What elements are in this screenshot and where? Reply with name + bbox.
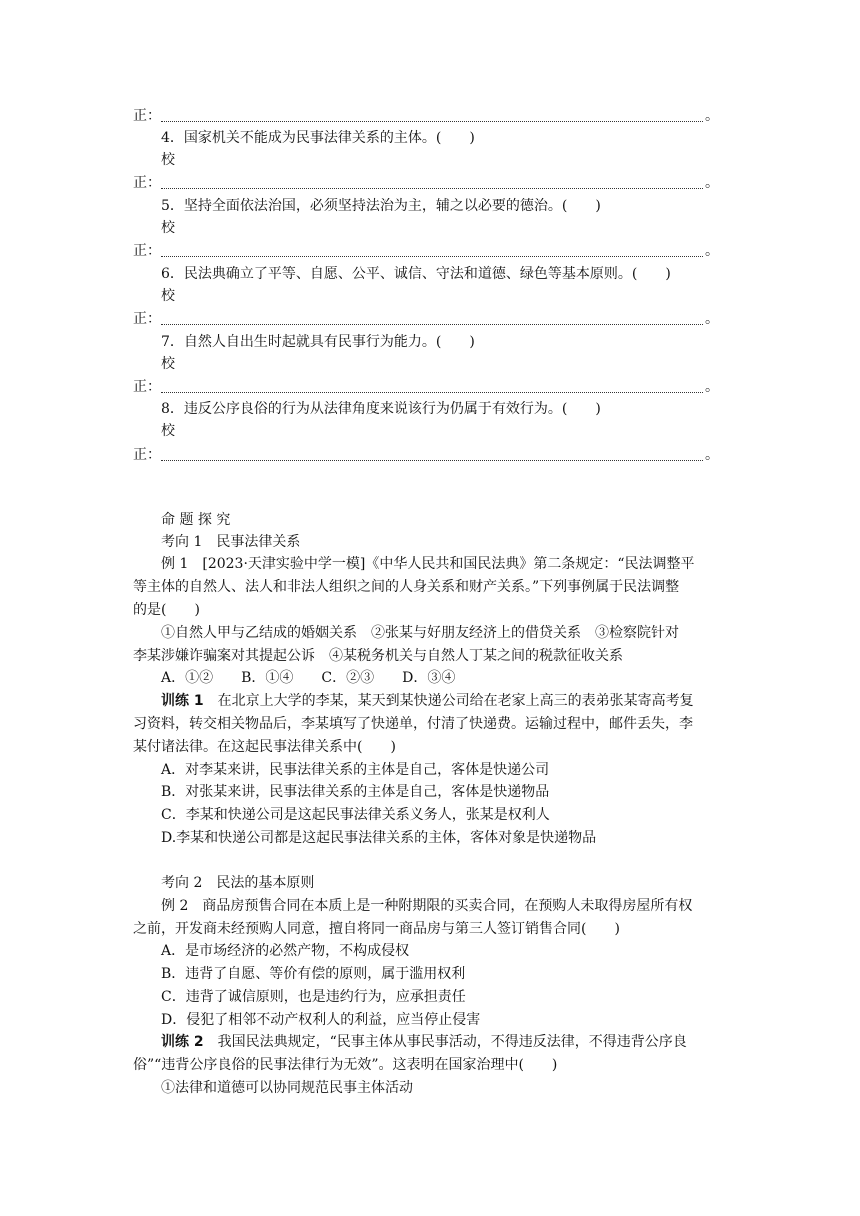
answer-line	[161, 121, 703, 122]
training-option: C．李某和快递公司是这起民事法律关系义务人，张某是权利人	[161, 807, 550, 823]
example-items: 李某涉嫌诈骗案对其提起公诉 ④某税务机关与自然人丁某之间的税款征收关系	[133, 648, 623, 664]
judgment-stem: 4．国家机关不能成为民事法律关系的主体。( )	[161, 130, 475, 146]
correction-suffix: 正：	[133, 243, 161, 259]
training-text: 在北京上大学的李某，某天到某快递公司给在老家上高三的表弟张某寄高考复	[203, 693, 694, 709]
direction-title: 考向 1 民事法律关系	[161, 534, 301, 550]
example-option: B．违背了自愿、等价有偿的原则，属于滥用权利	[161, 966, 466, 982]
correction-suffix: 正：	[133, 175, 161, 191]
example-items: ①自然人甲与乙结成的婚姻关系 ②张某与好朋友经济上的借贷关系 ③检察院针对	[161, 625, 679, 641]
training-item: ①法律和道德可以协同规范民事主体活动	[161, 1080, 413, 1096]
training-label: 训练 2	[161, 1034, 204, 1050]
example-text: 之前，开发商未经预购人同意，擅自将同一商品房与第三人签订销售合同( )	[133, 921, 620, 937]
example-text: 例 2 商品房预售合同在本质上是一种附期限的买卖合同，在预购人未取得房屋所有权	[161, 898, 693, 914]
training-label: 训练 1	[161, 693, 204, 709]
correction-suffix: 正：	[133, 108, 161, 124]
section-title: 命 题 探 究	[161, 512, 231, 528]
answer-line	[161, 324, 703, 325]
correction-label: 校	[161, 152, 175, 168]
training-option: A．对李某来讲，民事法律关系的主体是自己，客体是快递公司	[161, 762, 550, 778]
period: 。	[705, 175, 719, 191]
judgment-stem: 7．自然人自出生时起就具有民事行为能力。( )	[161, 334, 475, 350]
judgment-stem: 6．民法典确立了平等、自愿、公平、诚信、守法和道德、绿色等基本原则。( )	[161, 266, 671, 282]
example-text: 等主体的自然人、法人和非法人组织之间的人身关系和财产关系。”下列事例属于民法调整	[133, 579, 680, 595]
training-text: 某付诸法律。在这起民事法律关系中( )	[133, 739, 396, 755]
training-block	[161, 691, 694, 711]
period: 。	[705, 447, 719, 463]
answer-line	[161, 392, 703, 393]
answer-line	[161, 256, 703, 257]
example-option: A．是市场经济的必然产物，不构成侵权	[161, 943, 410, 959]
training-option: B．对张某来讲，民事法律关系的主体是自己，客体是快递物品	[161, 784, 550, 800]
correction-suffix: 正：	[133, 379, 161, 395]
direction-title: 考向 2 民法的基本原则	[161, 875, 315, 891]
example-option: C．违背了诚信原则，也是违约行为，应承担责任	[161, 989, 466, 1005]
judgment-stem: 8．违反公序良俗的行为从法律角度来说该行为仍属于有效行为。( )	[161, 401, 601, 417]
judgment-stem: 5．坚持全面依法治国，必须坚持法治为主，辅之以必要的德治。( )	[161, 198, 601, 214]
correction-label: 校	[161, 423, 175, 439]
correction-label: 校	[161, 356, 175, 372]
correction-suffix: 正：	[133, 311, 161, 327]
answer-line	[161, 460, 703, 461]
period: 。	[705, 243, 719, 259]
period: 。	[705, 108, 719, 124]
training-block	[161, 1032, 687, 1052]
training-text: 习资料，转交相关物品后，李某填写了快递单，付清了快递费。运输过程中，邮件丢失，李	[133, 716, 693, 732]
example-text: 例 1 [2023·天津实验中学一模]《中华人民共和国民法典》第二条规定：“民法调整平	[161, 556, 695, 572]
period: 。	[705, 379, 719, 395]
training-text: 我国民法典规定，“民事主体从事民事活动，不得违反法律，不得违背公序良	[203, 1034, 687, 1050]
correction-label: 校	[161, 288, 175, 304]
correction-label: 校	[161, 220, 175, 236]
example-option: D．侵犯了相邻不动产权利人的利益，应当停止侵害	[161, 1012, 481, 1028]
training-text: 俗”“违背公序良俗的民事法律行为无效”。这表明在国家治理中( )	[133, 1057, 558, 1073]
answer-line	[161, 188, 703, 189]
training-option: D.李某和快递公司都是这起民事法律关系的主体，客体对象是快递物品	[161, 830, 597, 846]
example-options: A．①② B．①④ C．②③ D．③④	[161, 670, 456, 686]
example-text: 的是( )	[133, 602, 200, 618]
period: 。	[705, 311, 719, 327]
correction-suffix: 正：	[133, 447, 161, 463]
